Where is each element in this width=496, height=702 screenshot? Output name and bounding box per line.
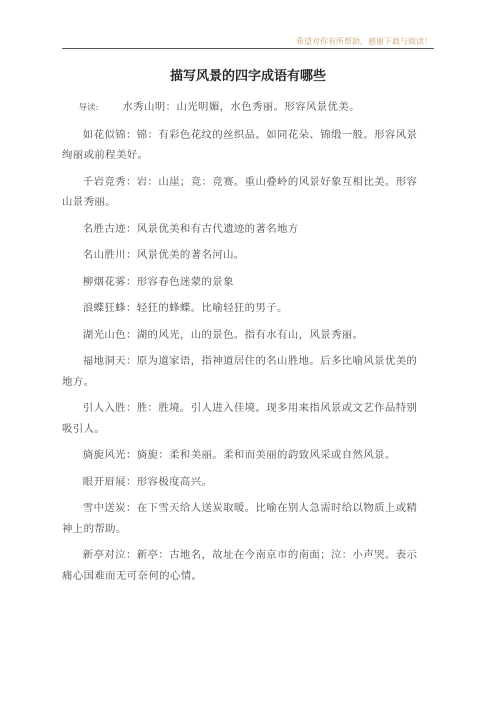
idiom-paragraph: 如花似锦：锦：有彩色花纹的丝织品。如同花朵、锦缎一般。形容风景绚丽或前程美好。 [62,128,418,161]
lead-paragraph [62,97,426,119]
idiom-paragraph: 柳烟花雾：形容春色迷蒙的景象 [82,275,234,288]
idiom-paragraph: 新亭对泣：新亭：古地名，故址在今南京市的南面；泣：小声哭。表示痛心国难而无可奈何的心情。 [62,549,418,582]
idiom-paragraph: 福地洞天：原为道家语，指神道居住的名山胜地。后多比喻风景优美的地方。 [62,355,418,388]
idiom-paragraph: 旖旎风光：旖旎：柔和美丽。柔和而美丽的韵致风采或自然风景。 [82,449,396,461]
idiom-paragraph: 千岩竞秀：岩：山崖；竞：竞赛。重山叠岭的风景好象互相比美。形容山景秀丽。 [62,175,418,208]
idiom-paragraph: 浪蝶狂蜂：轻狂的蜂蝶。比喻轻狂的男子。 [82,302,288,314]
idiom-paragraph: 雪中送炭：在下雪天给人送炭取暖。比喻在别人急需时给以物质上或精神上的帮助。 [62,502,418,535]
idiom-paragraph: 引人入胜：胜：胜境。引人进入佳境。现多用来指风景或文艺作品特别吸引人。 [62,402,418,435]
document-title: 描写风景的四字成语有哪些 [169,69,326,84]
idiom-paragraph: 湖光山色：湖的风光，山的景色。指有水有山，风景秀丽。 [82,328,364,341]
idiom-paragraph: 名胜古迹：风景优美和有古代遗迹的著名地方 [82,222,299,235]
header-divider [62,48,434,49]
idiom-paragraph: 名山胜川：风景优美的著名河山。 [82,249,245,261]
lead-text: 水秀山明：山光明媚，水色秀丽。形容风景优美。 [122,101,360,113]
document-body [62,97,426,592]
idiom-paragraph: 眼开眉展：形容极度高兴。 [82,475,213,488]
header-note: 希望对你有所帮助，感谢下载与阅读！ [296,37,432,46]
lead-label: 导读: [78,103,99,113]
